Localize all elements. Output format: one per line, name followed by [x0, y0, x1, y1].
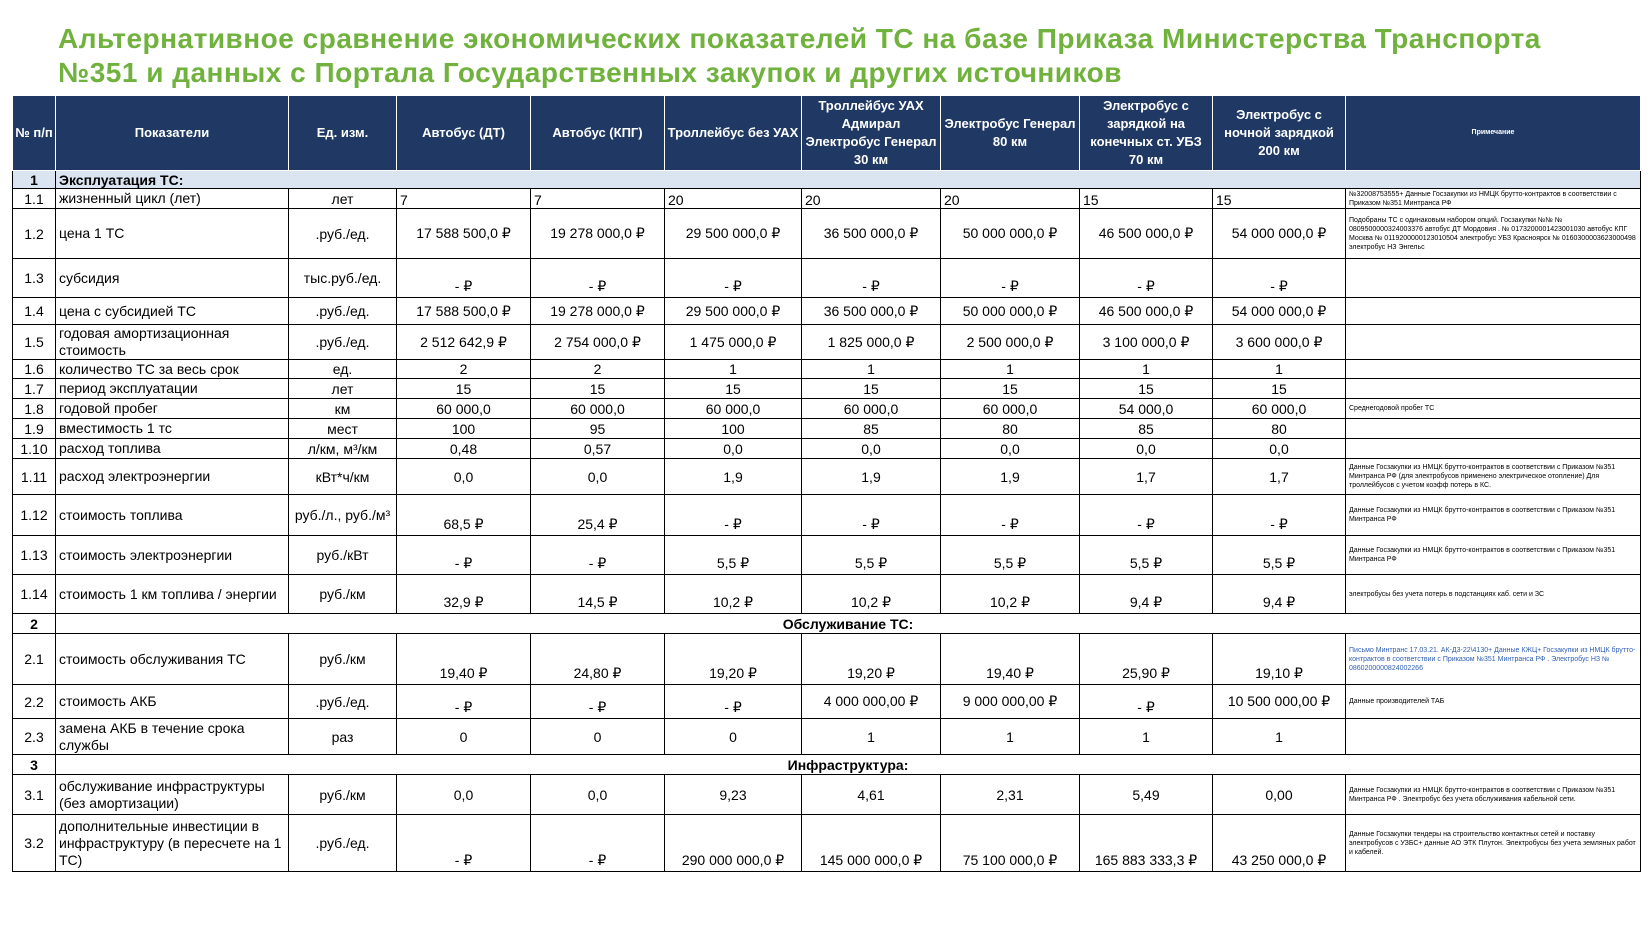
- value-cell: 1 825 000,0 ₽: [802, 325, 941, 360]
- value-cell: 1: [1213, 360, 1346, 379]
- value-cell: 10 500 000,00 ₽: [1213, 685, 1346, 719]
- value-cell: 7: [397, 189, 531, 209]
- table-row: [13, 259, 1641, 298]
- value-cell: - ₽: [802, 259, 941, 298]
- value-cell: 100: [665, 419, 802, 439]
- table-row: [13, 419, 1641, 439]
- section-title: Эксплуатация ТС:: [56, 171, 1641, 189]
- row-number: 3.2: [13, 815, 56, 872]
- row-name: цена 1 ТС: [56, 209, 289, 259]
- value-cell: - ₽: [1080, 685, 1213, 719]
- table-row: [13, 815, 1641, 872]
- value-cell: 60 000,0: [665, 399, 802, 419]
- row-unit: лет: [289, 379, 397, 399]
- row-number: 1.2: [13, 209, 56, 259]
- value-cell: 145 000 000,0 ₽: [802, 815, 941, 872]
- value-cell: - ₽: [665, 495, 802, 536]
- value-cell: - ₽: [531, 685, 665, 719]
- value-cell: 1,9: [665, 459, 802, 495]
- row-note: Данные Госзакупки из НМЦК брутто-контрактов в соответствии с Приказом №351 Минтранса РФ . Электробус без учета обслуживания кабельной сети.: [1346, 775, 1641, 815]
- value-cell: 68,5 ₽: [397, 495, 531, 536]
- table-row: [13, 685, 1641, 719]
- value-cell: 1: [665, 360, 802, 379]
- section-row: [13, 755, 1641, 775]
- row-note: Данные производителей ТАБ: [1346, 685, 1641, 719]
- row-unit: лет: [289, 189, 397, 209]
- row-unit: ед.: [289, 360, 397, 379]
- row-number: 2.2: [13, 685, 56, 719]
- value-cell: 2 512 642,9 ₽: [397, 325, 531, 360]
- row-name: стоимость топлива: [56, 495, 289, 536]
- value-cell: 0,0: [1213, 439, 1346, 459]
- value-cell: 19 278 000,0 ₽: [531, 209, 665, 259]
- section-number: 3: [13, 755, 56, 775]
- value-cell: 7: [531, 189, 665, 209]
- value-cell: 1: [941, 360, 1080, 379]
- value-cell: 15: [941, 379, 1080, 399]
- value-cell: 95: [531, 419, 665, 439]
- value-cell: 0,0: [802, 439, 941, 459]
- value-cell: 20: [802, 189, 941, 209]
- value-cell: 15: [802, 379, 941, 399]
- value-cell: 0,00: [1213, 775, 1346, 815]
- value-cell: 5,5 ₽: [802, 536, 941, 575]
- value-cell: 60 000,0: [1213, 399, 1346, 419]
- value-cell: 1,9: [941, 459, 1080, 495]
- row-unit: кВт*ч/км: [289, 459, 397, 495]
- value-cell: 25,4 ₽: [531, 495, 665, 536]
- row-note: [1346, 719, 1641, 755]
- value-cell: 19,40 ₽: [397, 634, 531, 685]
- row-note: Данные Госзакупки из НМЦК брутто-контрактов в соответствии с Приказом №351 Минтранса РФ: [1346, 536, 1641, 575]
- table-row: [13, 719, 1641, 755]
- value-cell: 20: [665, 189, 802, 209]
- value-cell: 19,40 ₽: [941, 634, 1080, 685]
- value-cell: - ₽: [531, 815, 665, 872]
- value-cell: 46 500 000,0 ₽: [1080, 298, 1213, 325]
- value-cell: 15: [1080, 189, 1213, 209]
- row-unit: .руб./ед.: [289, 209, 397, 259]
- value-cell: 10,2 ₽: [665, 575, 802, 614]
- value-cell: 1: [1080, 360, 1213, 379]
- value-cell: 2: [531, 360, 665, 379]
- value-cell: 5,5 ₽: [1080, 536, 1213, 575]
- row-unit: руб./км: [289, 775, 397, 815]
- row-name: стоимость обслуживания ТС: [56, 634, 289, 685]
- header-col: Троллейбус УАХ Адмирал Электробус Генерал 30 км: [802, 96, 941, 171]
- value-cell: - ₽: [1080, 495, 1213, 536]
- value-cell: 2 500 000,0 ₽: [941, 325, 1080, 360]
- value-cell: 0: [397, 719, 531, 755]
- row-number: 1.9: [13, 419, 56, 439]
- value-cell: 2,31: [941, 775, 1080, 815]
- row-unit: .руб./ед.: [289, 298, 397, 325]
- value-cell: 19 278 000,0 ₽: [531, 298, 665, 325]
- table-row: [13, 209, 1641, 259]
- value-cell: 15: [1213, 189, 1346, 209]
- table-row: [13, 495, 1641, 536]
- table-row: [13, 634, 1641, 685]
- row-note: Подобраны ТС с одинаковым набором опций. Госзакупки №№ № 0809500000324003376 автобус ДТ Мордовия . № 0173200001423001030 автобус КПГ Москва № 0119200000123010504 электробус УБЗ Красноярск № 0160300003623000498 электробус НЗ Энгельс: [1346, 209, 1641, 259]
- row-number: 1.14: [13, 575, 56, 614]
- value-cell: 0,0: [531, 775, 665, 815]
- value-cell: 0,0: [941, 439, 1080, 459]
- value-cell: - ₽: [397, 815, 531, 872]
- value-cell: 32,9 ₽: [397, 575, 531, 614]
- value-cell: 5,5 ₽: [941, 536, 1080, 575]
- value-cell: 15: [397, 379, 531, 399]
- row-unit: .руб./ед.: [289, 685, 397, 719]
- value-cell: 60 000,0: [802, 399, 941, 419]
- header-row: [13, 96, 1641, 171]
- row-unit: мест: [289, 419, 397, 439]
- header-col: Автобус (ДТ): [397, 96, 531, 171]
- table-row: [13, 189, 1641, 209]
- value-cell: 5,5 ₽: [1213, 536, 1346, 575]
- row-note: Данные Госзакупки тендеры на строительство контактных сетей и поставку электробусов с УЗБС+ данные АО ЭТК Плутон. Электробусы без учета земляных работ и кабелей.: [1346, 815, 1641, 872]
- row-name: замена АКБ в течение срока службы: [56, 719, 289, 755]
- section-title: Инфраструктура:: [56, 755, 1641, 775]
- section-number: 1: [13, 171, 56, 189]
- value-cell: 54 000 000,0 ₽: [1213, 209, 1346, 259]
- value-cell: 85: [1080, 419, 1213, 439]
- value-cell: 0,0: [397, 459, 531, 495]
- value-cell: 3 100 000,0 ₽: [1080, 325, 1213, 360]
- row-number: 1.3: [13, 259, 56, 298]
- table-row: [13, 325, 1641, 360]
- value-cell: 9,23: [665, 775, 802, 815]
- row-number: 2.1: [13, 634, 56, 685]
- value-cell: 1: [802, 719, 941, 755]
- value-cell: 85: [802, 419, 941, 439]
- row-unit: тыс.руб./ед.: [289, 259, 397, 298]
- value-cell: - ₽: [531, 259, 665, 298]
- page-title: Альтернативное сравнение экономических показателей ТС на базе Приказа Министерства Транспорта №351 и данных с Портала Государственных закупок и других источников: [58, 23, 1541, 88]
- value-cell: - ₽: [397, 536, 531, 575]
- value-cell: 19,10 ₽: [1213, 634, 1346, 685]
- section-row: [13, 614, 1641, 634]
- row-name: цена с субсидией ТС: [56, 298, 289, 325]
- table-row: [13, 775, 1641, 815]
- value-cell: 10,2 ₽: [941, 575, 1080, 614]
- row-unit: руб./кВт: [289, 536, 397, 575]
- row-number: 2.3: [13, 719, 56, 755]
- row-number: 1.12: [13, 495, 56, 536]
- row-name: жизненный цикл (лет): [56, 189, 289, 209]
- row-note: [1346, 379, 1641, 399]
- row-note: [1346, 259, 1641, 298]
- header-no: № п/п: [13, 96, 56, 171]
- value-cell: 75 100 000,0 ₽: [941, 815, 1080, 872]
- row-note: №32008753555+ Данные Госзакупки из НМЦК брутто-контрактов в соответствии с Приказом №351 Минтранса РФ: [1346, 189, 1641, 209]
- row-name: стоимость АКБ: [56, 685, 289, 719]
- value-cell: 10,2 ₽: [802, 575, 941, 614]
- header-col: Автобус (КПГ): [531, 96, 665, 171]
- value-cell: 9 000 000,00 ₽: [941, 685, 1080, 719]
- row-name: стоимость электроэнергии: [56, 536, 289, 575]
- comparison-table: [12, 95, 1641, 872]
- row-number: 1.10: [13, 439, 56, 459]
- value-cell: 60 000,0: [397, 399, 531, 419]
- row-unit: руб./л., руб./м³: [289, 495, 397, 536]
- value-cell: - ₽: [1213, 495, 1346, 536]
- value-cell: - ₽: [941, 495, 1080, 536]
- header-col: Электробус с ночной зарядкой 200 км: [1213, 96, 1346, 171]
- table-row: [13, 360, 1641, 379]
- value-cell: 17 588 500,0 ₽: [397, 298, 531, 325]
- row-number: 1.5: [13, 325, 56, 360]
- row-unit: руб./км: [289, 634, 397, 685]
- value-cell: 1: [1213, 719, 1346, 755]
- row-number: 1.13: [13, 536, 56, 575]
- value-cell: 50 000 000,0 ₽: [941, 209, 1080, 259]
- header-col: Электробус Генерал 80 км: [941, 96, 1080, 171]
- row-unit: л/км, м³/км: [289, 439, 397, 459]
- value-cell: - ₽: [1080, 259, 1213, 298]
- value-cell: 0,0: [397, 775, 531, 815]
- value-cell: 0: [531, 719, 665, 755]
- value-cell: 60 000,0: [531, 399, 665, 419]
- row-note: [1346, 298, 1641, 325]
- row-name: субсидия: [56, 259, 289, 298]
- value-cell: - ₽: [1213, 259, 1346, 298]
- value-cell: 15: [531, 379, 665, 399]
- value-cell: 0,48: [397, 439, 531, 459]
- section-title: Обслуживание ТС:: [56, 614, 1641, 634]
- value-cell: 3 600 000,0 ₽: [1213, 325, 1346, 360]
- value-cell: - ₽: [802, 495, 941, 536]
- header-col: Электробус с зарядкой на конечных ст. УБЗ 70 км: [1080, 96, 1213, 171]
- value-cell: 0,0: [531, 459, 665, 495]
- row-name: расход топлива: [56, 439, 289, 459]
- value-cell: 54 000,0: [1080, 399, 1213, 419]
- table-row: [13, 459, 1641, 495]
- value-cell: 1: [802, 360, 941, 379]
- value-cell: 17 588 500,0 ₽: [397, 209, 531, 259]
- value-cell: 43 250 000,0 ₽: [1213, 815, 1346, 872]
- value-cell: 46 500 000,0 ₽: [1080, 209, 1213, 259]
- value-cell: 290 000 000,0 ₽: [665, 815, 802, 872]
- value-cell: 15: [1080, 379, 1213, 399]
- value-cell: 100: [397, 419, 531, 439]
- value-cell: 29 500 000,0 ₽: [665, 209, 802, 259]
- table-row: [13, 575, 1641, 614]
- section-number: 2: [13, 614, 56, 634]
- row-name: дополнительные инвестиции в инфраструктуру (в пересчете на 1 ТС): [56, 815, 289, 872]
- row-name: годовой пробег: [56, 399, 289, 419]
- row-note: [1346, 325, 1641, 360]
- value-cell: - ₽: [665, 685, 802, 719]
- row-number: 1.11: [13, 459, 56, 495]
- value-cell: 20: [941, 189, 1080, 209]
- value-cell: - ₽: [397, 685, 531, 719]
- value-cell: 80: [1213, 419, 1346, 439]
- table-row: [13, 298, 1641, 325]
- table-row: [13, 399, 1641, 419]
- value-cell: 0,0: [665, 439, 802, 459]
- value-cell: 29 500 000,0 ₽: [665, 298, 802, 325]
- value-cell: 2: [397, 360, 531, 379]
- value-cell: 80: [941, 419, 1080, 439]
- row-unit: .руб./ед.: [289, 815, 397, 872]
- value-cell: 1: [1080, 719, 1213, 755]
- table-row: [13, 439, 1641, 459]
- value-cell: - ₽: [941, 259, 1080, 298]
- row-note: Данные Госзакупки из НМЦК брутто-контрактов в соответствии с Приказом №351 Минтранса РФ: [1346, 495, 1641, 536]
- value-cell: 0: [665, 719, 802, 755]
- header-col: Троллейбус без УАХ: [665, 96, 802, 171]
- row-note: Среднегодовой пробег ТС: [1346, 399, 1641, 419]
- value-cell: 5,49: [1080, 775, 1213, 815]
- table-body: [13, 171, 1641, 872]
- row-unit: км: [289, 399, 397, 419]
- row-note: [1346, 419, 1641, 439]
- value-cell: 15: [665, 379, 802, 399]
- value-cell: 60 000,0: [941, 399, 1080, 419]
- value-cell: 5,5 ₽: [665, 536, 802, 575]
- value-cell: 15: [1213, 379, 1346, 399]
- row-number: 1.4: [13, 298, 56, 325]
- value-cell: 1,7: [1080, 459, 1213, 495]
- row-number: 1.1: [13, 189, 56, 209]
- value-cell: - ₽: [665, 259, 802, 298]
- value-cell: 9,4 ₽: [1080, 575, 1213, 614]
- row-name: вместимость 1 тс: [56, 419, 289, 439]
- row-number: 1.8: [13, 399, 56, 419]
- header-name: Показатели: [56, 96, 289, 171]
- value-cell: 4 000 000,00 ₽: [802, 685, 941, 719]
- value-cell: 19,20 ₽: [802, 634, 941, 685]
- value-cell: 1,9: [802, 459, 941, 495]
- table-row: [13, 379, 1641, 399]
- value-cell: 1,7: [1213, 459, 1346, 495]
- row-note: [1346, 360, 1641, 379]
- value-cell: 2 754 000,0 ₽: [531, 325, 665, 360]
- row-unit: .руб./ед.: [289, 325, 397, 360]
- value-cell: 1: [941, 719, 1080, 755]
- header-note: Примечание: [1346, 96, 1641, 171]
- value-cell: 54 000 000,0 ₽: [1213, 298, 1346, 325]
- row-note: электробусы без учета потерь в подстанциях каб. сети и ЗС: [1346, 575, 1641, 614]
- row-number: 1.6: [13, 360, 56, 379]
- value-cell: - ₽: [531, 536, 665, 575]
- value-cell: 9,4 ₽: [1213, 575, 1346, 614]
- table-row: [13, 536, 1641, 575]
- row-name: количество ТС за весь срок: [56, 360, 289, 379]
- row-name: период эксплуатации: [56, 379, 289, 399]
- value-cell: 165 883 333,3 ₽: [1080, 815, 1213, 872]
- value-cell: 36 500 000,0 ₽: [802, 298, 941, 325]
- row-number: 1.7: [13, 379, 56, 399]
- value-cell: - ₽: [397, 259, 531, 298]
- value-cell: 14,5 ₽: [531, 575, 665, 614]
- row-note: [1346, 439, 1641, 459]
- row-number: 3.1: [13, 775, 56, 815]
- section-row: [13, 171, 1641, 189]
- value-cell: 24,80 ₽: [531, 634, 665, 685]
- value-cell: 0,0: [1080, 439, 1213, 459]
- value-cell: 4,61: [802, 775, 941, 815]
- row-note: Письмо Минтранс 17.03.21. АК-Д3-22\4130+ Данные КЖЦ+ Госзакупки из НМЦК брутто-контрактов в соответствии с Приказом №351 Минтранса РФ . Электробус НЗ № 0860200000824002266: [1346, 634, 1641, 685]
- value-cell: 36 500 000,0 ₽: [802, 209, 941, 259]
- row-name: расход электроэнергии: [56, 459, 289, 495]
- value-cell: 19,20 ₽: [665, 634, 802, 685]
- row-unit: раз: [289, 719, 397, 755]
- row-name: годовая амортизационная стоимость: [56, 325, 289, 360]
- row-note: Данные Госзакупки из НМЦК брутто-контрактов в соответствии с Приказом №351 Минтранса РФ (для электробусов применено электрическое отопление) Для троллейбусов с учетом коэфф потерь в КС.: [1346, 459, 1641, 495]
- row-name: обслуживание инфраструктуры (без амортизации): [56, 775, 289, 815]
- row-unit: руб./км: [289, 575, 397, 614]
- row-name: стоимость 1 км топлива / энергии: [56, 575, 289, 614]
- value-cell: 50 000 000,0 ₽: [941, 298, 1080, 325]
- value-cell: 25,90 ₽: [1080, 634, 1213, 685]
- value-cell: 1 475 000,0 ₽: [665, 325, 802, 360]
- header-unit: Ед. изм.: [289, 96, 397, 171]
- value-cell: 0,57: [531, 439, 665, 459]
